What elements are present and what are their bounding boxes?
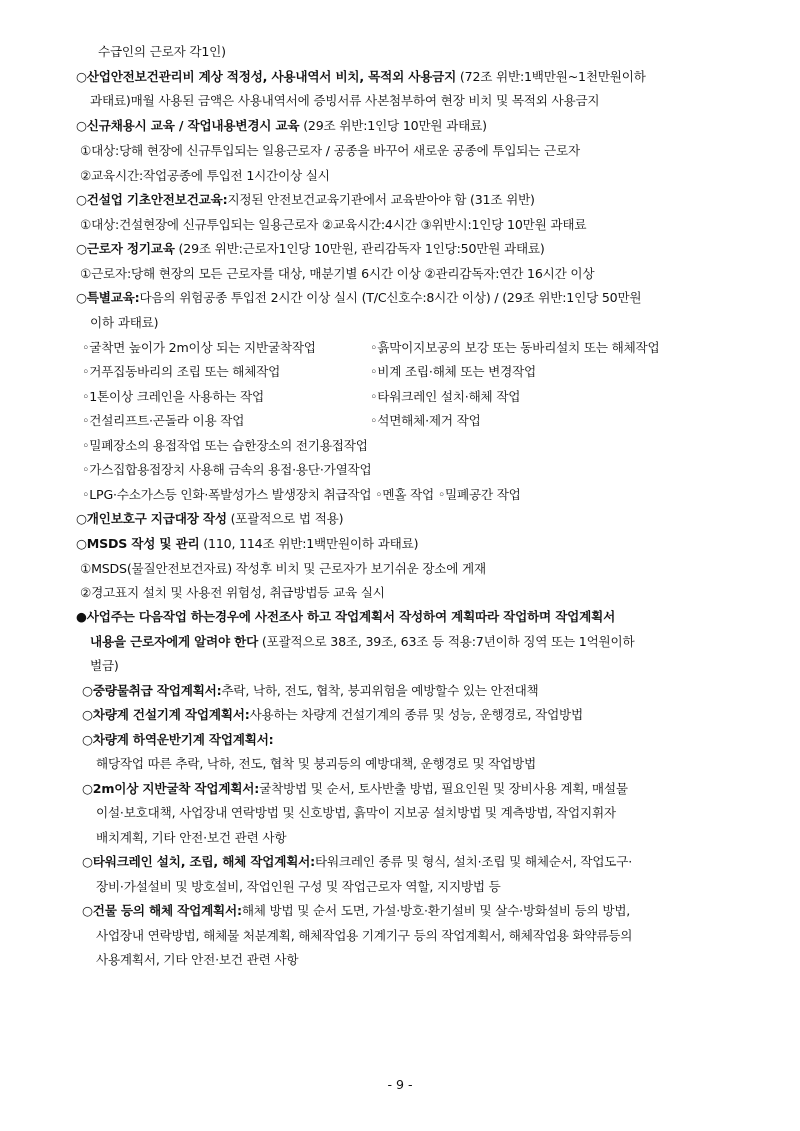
heading-text: 내용을 근로자에게 알려야 한다 bbox=[90, 634, 259, 649]
body-text: 장비·가설설비 및 방호설비, 작업인원 구성 및 작업근로자 역할, 지지방법 등 bbox=[96, 879, 501, 894]
heading-text: ○건물 등의 해체 작업계획서: bbox=[82, 903, 242, 918]
text-line bbox=[90, 633, 634, 651]
body-text: 해당작업 따른 추락, 낙하, 전도, 협착 및 붕괴등의 예방대책, 운행경로 및 작업방법 bbox=[96, 756, 536, 771]
body-text: 이하 과태료) bbox=[90, 315, 159, 330]
body-text: ◦타워크레인 설치·해체 작업 bbox=[370, 389, 521, 404]
body-text: 수급인의 근로자 각1인) bbox=[98, 44, 226, 59]
heading-text: ○차량계 건설기계 작업계획서: bbox=[82, 707, 250, 722]
text-line bbox=[82, 437, 368, 455]
body-text: (포괄적으로 법 적용) bbox=[226, 511, 344, 526]
text-line bbox=[98, 43, 226, 61]
text-line bbox=[82, 339, 316, 357]
heading-text: ○건설업 기초안전보건교육: bbox=[76, 192, 228, 207]
text-line bbox=[370, 363, 536, 381]
text-line bbox=[82, 731, 274, 749]
text-line bbox=[76, 68, 646, 86]
text-line bbox=[76, 289, 641, 307]
body-text: 타워크레인 종류 및 형식, 설치·조립 및 해체순서, 작업도구· bbox=[314, 854, 633, 869]
heading-text: ○MSDS 작성 및 관리 bbox=[76, 536, 200, 551]
text-line bbox=[82, 461, 372, 479]
text-line bbox=[96, 951, 298, 969]
text-line bbox=[96, 878, 501, 896]
text-line bbox=[80, 265, 594, 283]
text-line bbox=[80, 142, 580, 160]
text-line bbox=[82, 486, 521, 504]
body-text: 사용하는 차량계 건설기계의 종류 및 성능, 운행경로, 작업방법 bbox=[249, 707, 583, 722]
page-number: - 9 - bbox=[387, 1077, 413, 1092]
heading-text: ○근로자 정기교육 bbox=[76, 241, 175, 256]
text-line bbox=[82, 780, 628, 798]
text-line bbox=[82, 706, 583, 724]
text-line bbox=[370, 339, 660, 357]
text-line bbox=[96, 927, 632, 945]
body-text: ②교육시간:작업공종에 투입전 1시간이상 실시 bbox=[80, 168, 330, 183]
heading-text: ○특별교육: bbox=[76, 290, 140, 305]
heading-text: ○개인보호구 지급대장 작성 bbox=[76, 511, 227, 526]
body-text: 추락, 낙하, 전도, 협착, 붕괴위험을 예방할수 있는 안전대책 bbox=[221, 683, 539, 698]
body-text: 해체 방법 및 순서 도면, 가설·방호·환기설비 및 살수·방화설비 등의 방법, bbox=[241, 903, 631, 918]
heading-text: ○산업안전보건관리비 계상 적정성, 사용내역서 비치, 목적외 사용금지 bbox=[76, 69, 457, 84]
heading-text: ○신규채용시 교육 / 작업내용변경시 교육 bbox=[76, 118, 300, 133]
text-line bbox=[90, 92, 599, 110]
text-line bbox=[80, 560, 486, 578]
body-text: 다음의 위험공종 투입전 2시간 이상 실시 (T/C신호수:8시간 이상) / (29조 위반:1인당 50만원 bbox=[139, 290, 642, 305]
text-line bbox=[90, 314, 158, 332]
body-text: 지정된 안전보건교육기관에서 교육받아야 함 (31조 위반) bbox=[227, 192, 535, 207]
text-line bbox=[96, 829, 286, 847]
text-line bbox=[82, 412, 244, 430]
body-text: ◦석면해체·제거 작업 bbox=[370, 413, 481, 428]
body-text: 벌금) bbox=[90, 658, 119, 673]
body-text: ②경고표지 설치 및 사용전 위험성, 취급방법등 교육 실시 bbox=[80, 585, 385, 600]
text-line bbox=[82, 853, 632, 871]
heading-text: ○2m이상 지반굴착 작업계획서: bbox=[82, 781, 260, 796]
text-line bbox=[76, 117, 487, 135]
text-line bbox=[80, 216, 586, 234]
text-line bbox=[82, 682, 539, 700]
body-text: ◦건설리프트·곤돌라 이용 작업 bbox=[82, 413, 245, 428]
body-text: ①대상:당해 현장에 신규투입되는 일용근로자 / 공종을 바꾸어 새로운 공종에 투입되는 근로자 bbox=[80, 143, 580, 158]
text-line bbox=[76, 535, 418, 553]
body-text: ◦가스집합용접장치 사용해 금속의 용접·용단·가열작업 bbox=[82, 462, 372, 477]
text-line bbox=[82, 902, 630, 920]
text-line bbox=[76, 240, 545, 258]
body-text: 사용계획서, 기타 안전·보건 관련 사항 bbox=[96, 952, 299, 967]
text-line bbox=[80, 167, 330, 185]
body-text: ①근로자:당해 현장의 모든 근로자를 대상, 매분기별 6시간 이상 ②관리감독자:연간 16시간 이상 bbox=[80, 266, 595, 281]
body-text: 굴착방법 및 순서, 토사반출 방법, 필요인원 및 장비사용 계획, 매설물 bbox=[259, 781, 628, 796]
body-text: ①MSDS(물질안전보건자료) 작성후 비치 및 근로자가 보기쉬운 장소에 게재 bbox=[80, 561, 486, 576]
body-text: ◦1톤이상 크레인을 사용하는 작업 bbox=[82, 389, 265, 404]
body-text: 과태료)매월 사용된 금액은 사용내역서에 증빙서류 사본첨부하여 현장 비치 및 목적외 사용금지 bbox=[90, 93, 600, 108]
body-text: 이설·보호대책, 사업장내 연락방법 및 신호방법, 흙막이 지보공 설치방법 및 계측방법, 작업지휘자 bbox=[96, 805, 616, 820]
heading-text: ●사업주는 다음작업 하는경우에 사전조사 하고 작업계획서 작성하여 계획따라 작업하며 작업계획서 bbox=[76, 609, 616, 624]
body-text: (29조 위반:근로자1인당 10만원, 관리감독자 1인당:50만원 과태료) bbox=[174, 241, 545, 256]
body-text: 배치계획, 기타 안전·보건 관련 사항 bbox=[96, 830, 287, 845]
body-text: (110, 114조 위반:1백만원이하 과태료) bbox=[199, 536, 419, 551]
body-text: ◦흙막이지보공의 보강 또는 동바리설치 또는 해체작업 bbox=[370, 340, 660, 355]
text-line bbox=[90, 657, 119, 675]
body-text: (29조 위반:1인당 10만원 과태료) bbox=[299, 118, 487, 133]
text-line bbox=[82, 363, 280, 381]
heading-text: ○타워크레인 설치, 조립, 해체 작업계획서: bbox=[82, 854, 315, 869]
heading-text: ○차량계 하역운반기계 작업계획서: bbox=[82, 732, 274, 747]
text-line bbox=[82, 388, 264, 406]
text-line bbox=[76, 608, 615, 626]
text-line bbox=[370, 388, 520, 406]
body-text: ◦거푸집동바리의 조립 또는 해체작업 bbox=[82, 364, 281, 379]
text-line bbox=[370, 412, 481, 430]
body-text: ◦비계 조립·해체 또는 변경작업 bbox=[370, 364, 537, 379]
heading-text: ○중량물취급 작업계획서: bbox=[82, 683, 222, 698]
body-text: ◦LPG·수소가스등 인화·폭발성가스 발생장치 취급작업 ◦멘홀 작업 ◦밀폐공간 작업 bbox=[82, 487, 521, 502]
body-text: 사업장내 연락방법, 해체물 처분계획, 해체작업용 기계기구 등의 작업계획서, 해체작업용 화약류등의 bbox=[96, 928, 633, 943]
text-line bbox=[76, 191, 535, 209]
body-text: ◦밀폐장소의 용접작업 또는 습한장소의 전기용접작업 bbox=[82, 438, 368, 453]
body-text: ◦굴착면 높이가 2m이상 되는 지반굴착작업 bbox=[82, 340, 316, 355]
body-text: (72조 위반:1백만원~1천만원이하 bbox=[456, 69, 646, 84]
body-text: (포괄적으로 38조, 39조, 63조 등 적용:7년이하 징역 또는 1억원이하 bbox=[258, 634, 635, 649]
text-line bbox=[76, 510, 343, 528]
text-line bbox=[96, 804, 616, 822]
text-line bbox=[80, 584, 385, 602]
text-line bbox=[96, 755, 536, 773]
body-text: ①대상:건설현장에 신규투입되는 일용근로자 ②교육시간:4시간 ③위반시:1인당 10만원 과태료 bbox=[80, 217, 587, 232]
